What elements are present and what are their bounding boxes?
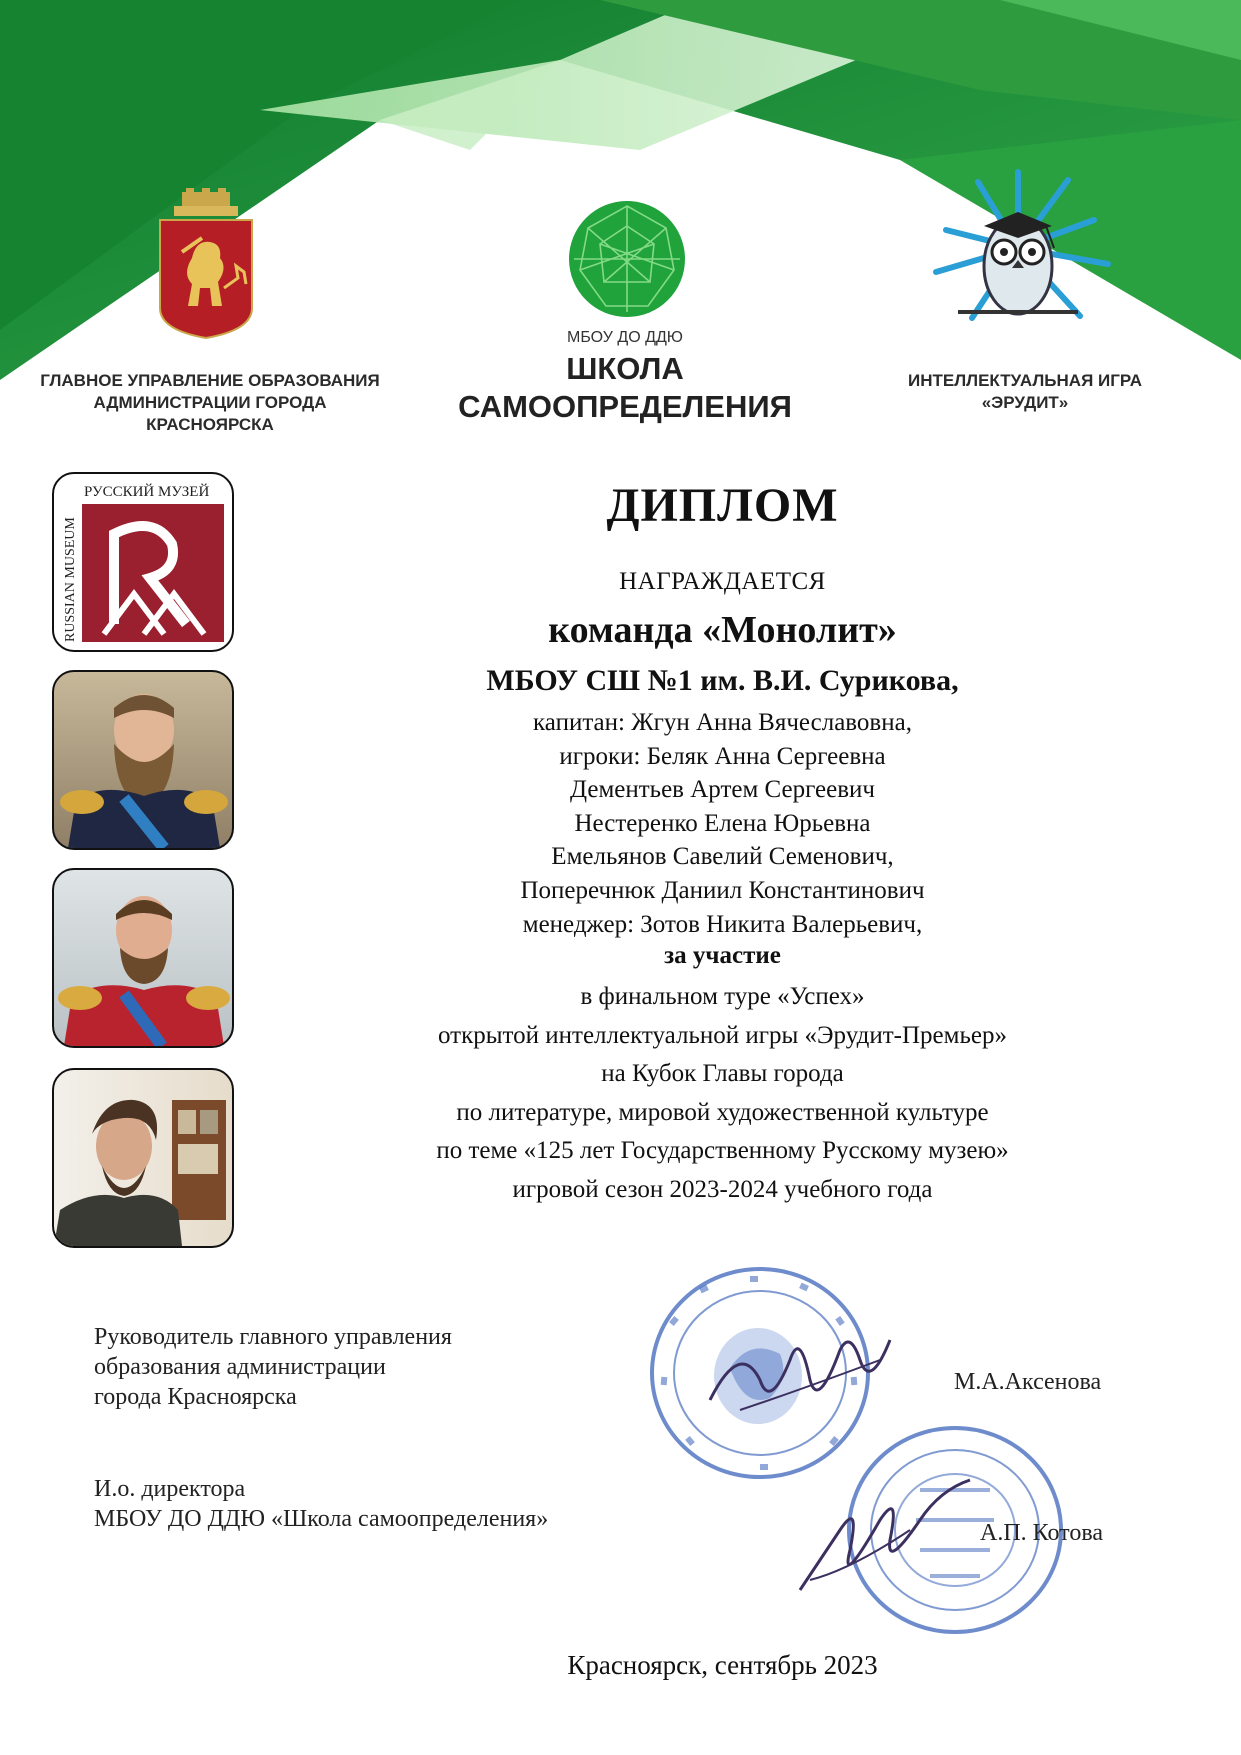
detail-line: открытой интеллектуальной игры «Эрудит-Премьер»: [438, 1021, 1007, 1049]
portrait-emperor-moustache: [52, 868, 234, 1048]
director-title: И.о. директора МБОУ ДО ДДЮ «Школа самоопределения»: [94, 1476, 549, 1532]
detail-line: на Кубок Главы города: [601, 1060, 844, 1088]
awarded-label: НАГРАЖДАЕТСЯ: [619, 568, 826, 595]
school-sphere-logo-icon: [566, 198, 688, 320]
diploma-title: ДИПЛОМ: [606, 479, 839, 532]
erudite-owl-logo-icon: [918, 168, 1118, 344]
member-line: Поперечнюк Даниил Константинович: [520, 876, 925, 904]
member-line: менеджер: Зотов Никита Валерьевич,: [522, 910, 923, 938]
portrait-painter-icon: [54, 1070, 232, 1246]
detail-line: игровой сезон 2023-2024 учебного года: [512, 1175, 933, 1203]
portrait-emperor-beard: [52, 670, 234, 850]
erudite-game-label: ИНТЕЛЛЕКТУАЛЬНАЯ ИГРА «ЭРУДИТ»: [908, 371, 1142, 413]
head-signature-icon: [700, 1320, 900, 1430]
award-details: [330, 978, 1115, 1210]
reason-label: за участие: [664, 942, 781, 969]
head-title: Руководитель главного управления образования администрации города Красноярска: [94, 1324, 452, 1410]
portrait-painter: [52, 1068, 234, 1248]
member-line: Дементьев Артем Сергеевич: [570, 776, 875, 804]
member-line: Емельянов Савелий Семенович,: [551, 843, 894, 871]
school-name: МБОУ СШ №1 им. В.И. Сурикова,: [486, 664, 959, 697]
team-name: команда «Монолит»: [548, 609, 897, 651]
team-members-list: [330, 706, 1115, 941]
footer-place-date: Красноярск, сентябрь 2023: [567, 1650, 878, 1680]
member-line: игроки: Беляк Анна Сергеевна: [559, 742, 886, 770]
detail-line: по теме «125 лет Государственному Русскому музею»: [436, 1137, 1009, 1165]
city-crest-icon: [152, 188, 260, 340]
portrait-emperor-moustache-icon: [54, 870, 232, 1046]
museum-top-text: РУССКИЙ МУЗЕЙ: [84, 484, 210, 500]
director-name: А.П. Котова: [980, 1520, 1103, 1546]
russian-museum-emblem-icon: [54, 474, 232, 650]
detail-line: по литературе, мировой художественной культуре: [456, 1098, 989, 1126]
museum-side-text: RUSSIAN MUSEUM: [63, 517, 78, 642]
detail-line: в финальном туре «Успех»: [580, 983, 865, 1010]
member-line: Нестеренко Елена Юрьевна: [574, 809, 871, 837]
head-name: М.А.Аксенова: [954, 1369, 1102, 1395]
school-name-label: ШКОЛА САМООПРЕДЕЛЕНИЯ: [458, 351, 792, 424]
director-signature-icon: [790, 1460, 980, 1600]
education-department-label: ГЛАВНОЕ УПРАВЛЕНИЕ ОБРАЗОВАНИЯ АДМИНИСТРАЦИИ ГОРОДА КРАСНОЯРСКА: [40, 371, 380, 435]
member-line: капитан: Жгун Анна Вячеславовна,: [533, 709, 912, 736]
school-small-label: МБОУ ДО ДДЮ: [567, 329, 683, 346]
portrait-emperor-beard-icon: [54, 672, 232, 848]
russian-museum-logo: [52, 472, 234, 652]
